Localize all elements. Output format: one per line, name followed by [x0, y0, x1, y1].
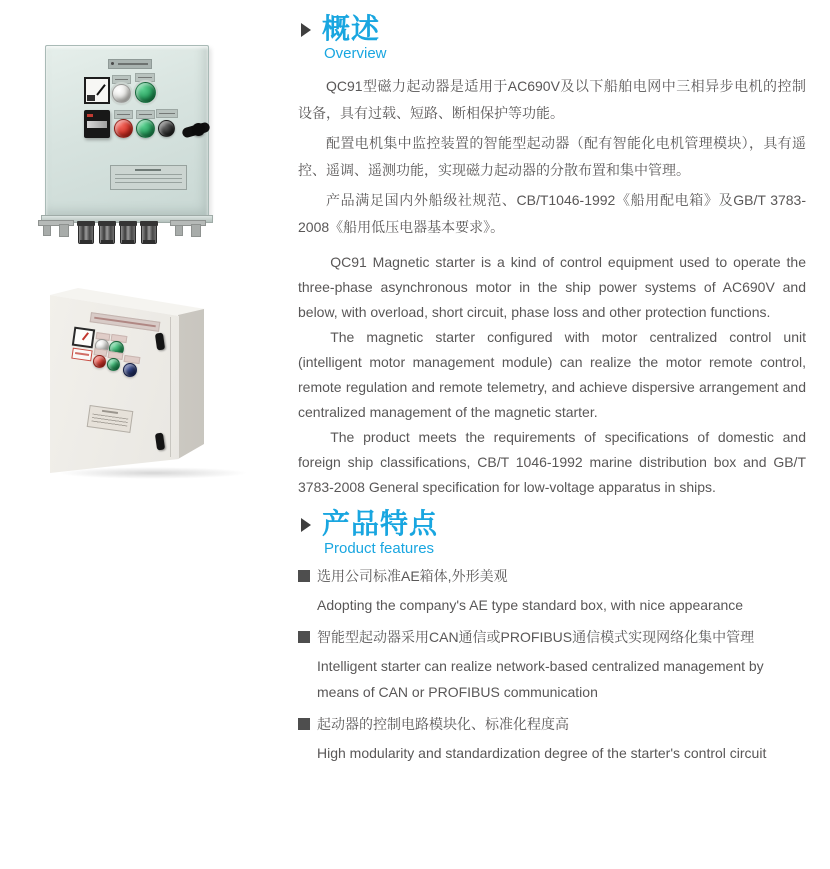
black-push-button [158, 120, 175, 137]
mounting-bracket [170, 219, 206, 236]
button-label-tag [135, 73, 155, 82]
ammeter [84, 77, 110, 104]
mounting-bracket [38, 219, 74, 236]
triangle-right-icon [301, 23, 311, 37]
overview-paragraph-cn: QC91型磁力起动器是适用于AC690V及以下船舶电网中三相异步电机的控制设备，具有过载、短路、断相保护等功能。 [298, 78, 806, 121]
circuit-breaker [84, 110, 110, 138]
feature-text-cn [298, 627, 806, 648]
feature-text-cn [298, 714, 806, 735]
square-bullet-icon [298, 631, 310, 643]
overview-title-cn: 概述 [322, 13, 381, 44]
overview-paragraph-en: QC91 Magnetic starter is a kind of control equipment used to operate the three-phase asynchronous motor in the ship power systems of AC690V and below, with overload, short circuit, phase loss and other protection functions. [298, 254, 806, 320]
white-indicator-lamp [112, 84, 131, 103]
overview-section-header [298, 14, 806, 62]
features-title-en: Product features [324, 540, 435, 557]
green-start-button [136, 119, 155, 138]
cable-gland [99, 221, 115, 244]
overview-paragraph-cn: 产品满足国内外船级社规范、CB/T1046-1992《船用配电箱》及GB/T 3783-2008《船用低压电器基本要求》。 [298, 192, 806, 235]
red-stop-button [114, 119, 133, 138]
feature-item [298, 714, 806, 766]
overview-paragraph-cn: 配置电机集中监控装置的智能型起动器（配有智能化电机管理模块），具有遥控、遥调、遥测功能，实现磁力起动器的分散布置和集中管理。 [298, 135, 806, 178]
feature-text-cn [298, 566, 806, 587]
overview-english-block [298, 250, 806, 500]
cable-gland [141, 221, 157, 244]
feature-text-en: High modularity and standardization degree of the starter's control circuit [317, 745, 767, 761]
door-seam [170, 317, 171, 457]
square-bullet-icon [298, 570, 310, 582]
feature-item [298, 627, 806, 705]
feature-cn-label: 起动器的控制电路模块化、标准化程度高 [317, 716, 569, 732]
panel-designation-label [108, 59, 152, 69]
rotary-switch-hub [192, 123, 205, 136]
feature-cn-label: 智能型起动器采用CAN通信或PROFIBUS通信模式实现网络化集中管理 [317, 629, 755, 645]
overview-title-en: Overview [324, 45, 387, 62]
feature-cn-label: 选用公司标准AE箱体,外形美观 [317, 568, 508, 584]
features-section-header [298, 509, 806, 557]
overview-paragraph-en: The product meets the requirements of specifications of domestic and foreign ship classifications, CB/T 1046-1992 marine distribution box and GB/T 3783-2008 General specification for low-voltage apparatus in ships. [298, 429, 806, 495]
button-label-tag [112, 75, 131, 84]
button-label-tag [156, 109, 178, 118]
green-indicator-lamp [135, 82, 156, 103]
dark-blue-push-button [123, 363, 137, 377]
enclosure-front-panel [45, 45, 209, 217]
button-label-tag [136, 110, 155, 119]
feature-text-en: Intelligent starter can realize network-based centralized management by means of CAN or PROFIBUS communication [317, 658, 764, 700]
red-stop-button [93, 355, 106, 368]
feature-text-en: Adopting the company's AE type standard box, with nice appearance [317, 597, 744, 613]
content-column [298, 14, 806, 775]
features-title-cn: 产品特点 [322, 508, 439, 539]
green-start-button [107, 358, 120, 371]
product-photo-angled-view [48, 283, 268, 488]
product-photo-front-view [38, 38, 243, 253]
feature-item [298, 566, 806, 618]
square-bullet-icon [298, 718, 310, 730]
triangle-right-icon [301, 518, 311, 532]
button-label-tag [114, 110, 133, 119]
cable-gland [78, 221, 94, 244]
cable-gland [120, 221, 136, 244]
enclosure-front-face [48, 283, 268, 488]
overview-paragraph-en: The magnetic starter configured with motor centralized control unit (intelligent motor management module) can realize the motor remote control, remote regulation and remote telemetry, and achieve dispersive arrangement and centralized management of the magnetic starter. [298, 329, 806, 420]
nameplate [110, 165, 187, 190]
ammeter [72, 327, 95, 349]
